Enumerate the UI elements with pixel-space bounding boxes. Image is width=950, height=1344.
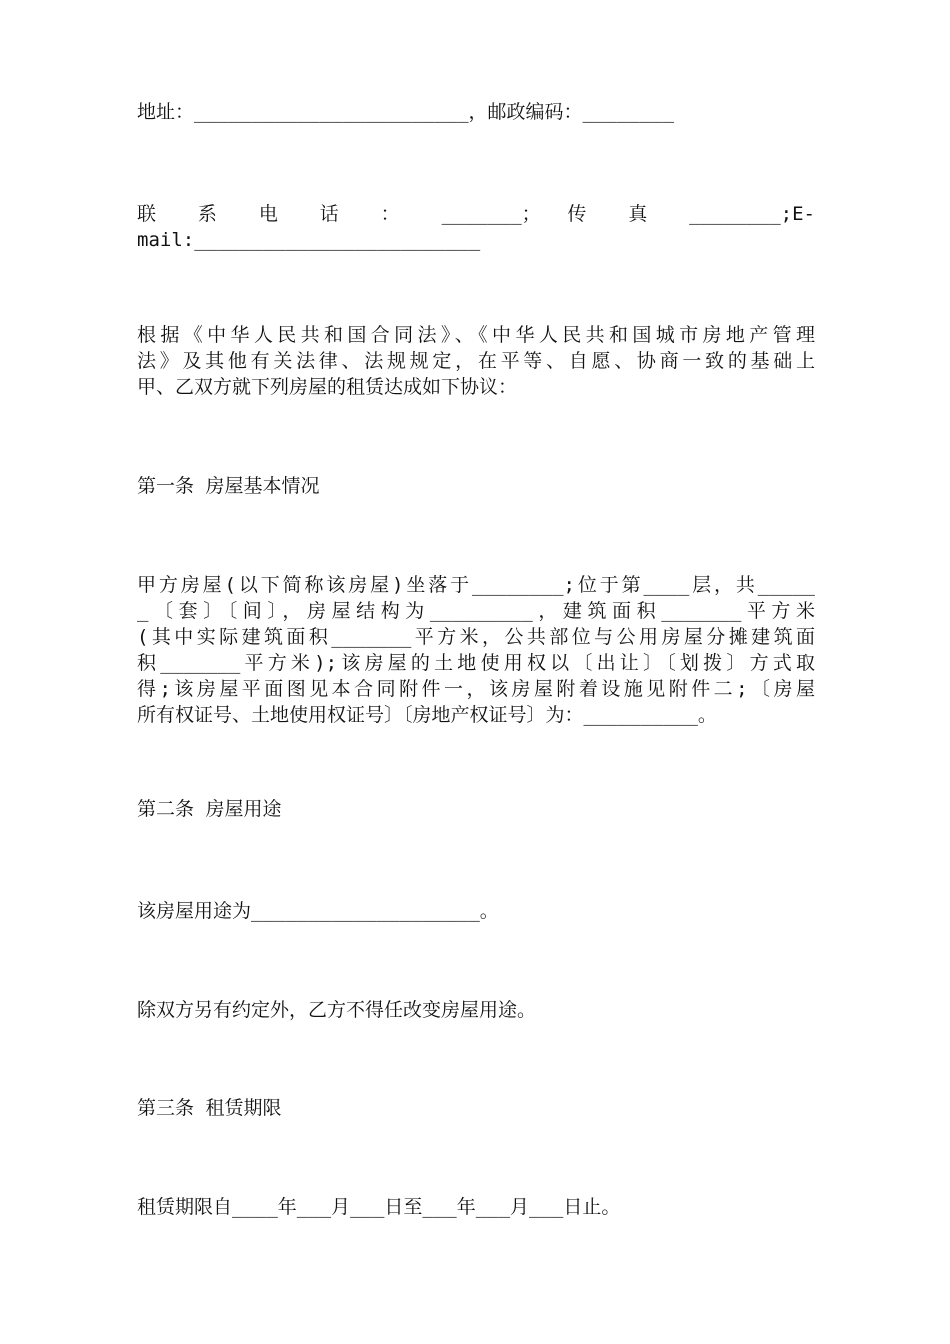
article-1-title: 第一条 房屋基本情况 [137, 475, 320, 497]
intro-paragraph [137, 322, 815, 400]
article-1-line: (其中实际建筑面积_______平方米，公共部位与公用房屋分摊建筑面 [137, 626, 815, 648]
contact-line: 联 系 电 话 ： _______； 传 真 ________;E- [137, 203, 815, 225]
intro-line: 法》及其他有关法律、法规规定，在平等、自愿、协商一致的基础上 [137, 350, 815, 372]
article-2-usage: 该房屋用途为____________________。 [137, 900, 499, 922]
intro-line: 甲、乙双方就下列房屋的租赁达成如下协议： [137, 376, 518, 398]
article-1-line: 积_______平方米);该房屋的土地使用权以〔出让〕〔划拨〕方式取 [137, 652, 815, 674]
article-2-title: 第二条 房屋用途 [137, 798, 282, 820]
contact-line: mail:_________________________ [137, 229, 481, 251]
article-1-line: 得;该房屋平面图见本合同附件一，该房屋附着设施见附件二;〔房屋 [137, 678, 815, 700]
contact-paragraph [137, 201, 815, 253]
article-1-line: _〔套〕〔间〕，房屋结构为_________，建筑面积_______平方米 [137, 600, 815, 622]
article-1-line: 所有权证号、土地使用权证号〕〔房地产权证号〕为：__________。 [137, 704, 717, 726]
article-1-body [137, 572, 815, 728]
article-2-restriction: 除双方另有约定外，乙方不得任改变房屋用途。 [137, 999, 537, 1021]
article-3-term: 租赁期限自____年___月___日至___年___月___日止。 [137, 1196, 621, 1218]
address-line: 地址：________________________，邮政编码：________ [137, 101, 675, 123]
intro-line: 根据《中华人民共和国合同法》、《中华人民共和国城市房地产管理 [137, 324, 815, 346]
article-3-title: 第三条 租赁期限 [137, 1097, 282, 1119]
article-1-line: 甲方房屋(以下简称该房屋)坐落于________;位于第____层，共_____ [137, 574, 815, 596]
